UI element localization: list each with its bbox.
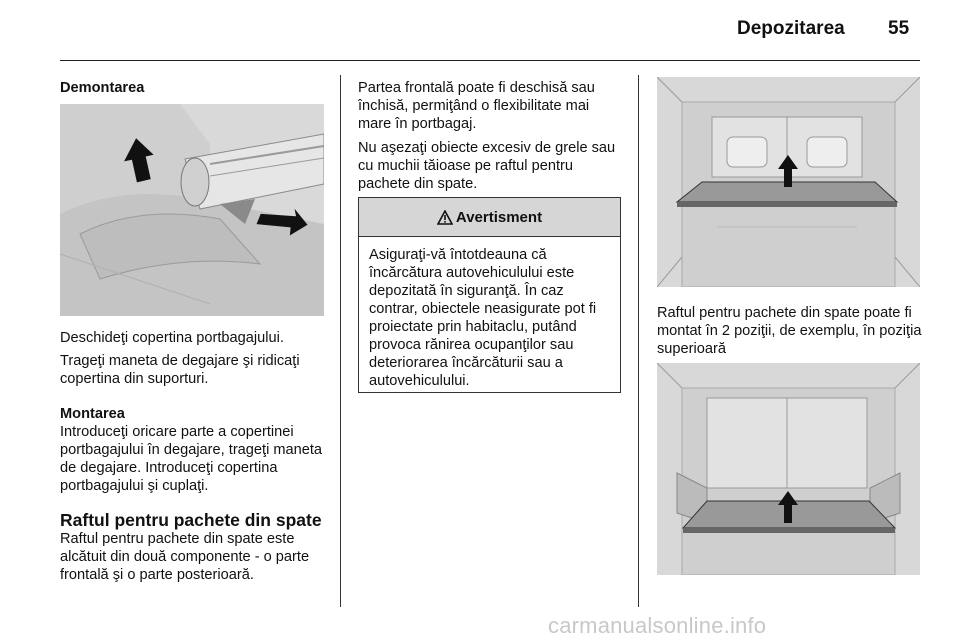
front-part-description: Partea frontală poate fi deschisă sau închisă, permiţând o flexibilitate mai mare în portbagaj. bbox=[358, 80, 595, 132]
heavy-objects-caution: Nu aşezaţi obiecte excesiv de grele sau cu muchii tăioase pe raftul pentru pachete din spate. bbox=[358, 140, 616, 192]
warning-title: Avertisment bbox=[455, 208, 543, 226]
heading-removal: Demontarea bbox=[60, 80, 145, 96]
warning-triangle-icon bbox=[437, 210, 453, 225]
cover-removal-drawing bbox=[60, 104, 324, 316]
heading-install: Montarea bbox=[60, 406, 125, 422]
page-section-title: Depozitarea bbox=[737, 18, 845, 39]
install-instructions: Introduceţi oricare parte a copertinei portbagajului în degajare, trageţi maneta de degajare. Introduceţi copertina portbagajului şi cuplaţi. bbox=[60, 424, 323, 494]
rear-shelf-description: Raftul pentru pachete din spate este alcătuit din două componente - o parte frontală şi o parte posterioară. bbox=[60, 531, 310, 583]
step-open-cover: Deschideţi copertina portbagajului. bbox=[60, 330, 284, 346]
illustration-cover-removal bbox=[60, 104, 324, 316]
illustration-shelf-lower-view bbox=[657, 77, 920, 287]
shelf-rear-drawing bbox=[657, 363, 920, 575]
shelf-position-caption: Raftul pentru pachete din spate poate fi montat în 2 poziţii, de exemplu, în poziţia superioară bbox=[657, 305, 922, 357]
column-divider-1 bbox=[340, 75, 341, 607]
shelf-front-drawing bbox=[657, 77, 920, 287]
column-divider-2 bbox=[638, 75, 639, 607]
header-divider bbox=[60, 60, 920, 61]
page-number: 55 bbox=[888, 18, 910, 39]
step-pull-lever: Trageţi maneta de degajare şi ridicaţi copertina din suporturi. bbox=[60, 353, 300, 387]
illustration-shelf-upper-view bbox=[657, 363, 920, 575]
watermark: carmanualsonline.info bbox=[548, 613, 767, 638]
heading-rear-shelf: Raftul pentru pachete din spate bbox=[60, 510, 322, 530]
warning-text: Asiguraţi-vă întotdeauna că încărcătura autovehiculului este depozitată în siguranţă. În caz contrar, obiectele neasigurate pot fi proiectate prin habitaclu, putând provoca rănirea ocupanţilor sau deteriorarea încărcăturii sau a autovehiculului. bbox=[369, 247, 597, 389]
warning-box bbox=[358, 197, 621, 393]
warning-header bbox=[359, 198, 620, 237]
